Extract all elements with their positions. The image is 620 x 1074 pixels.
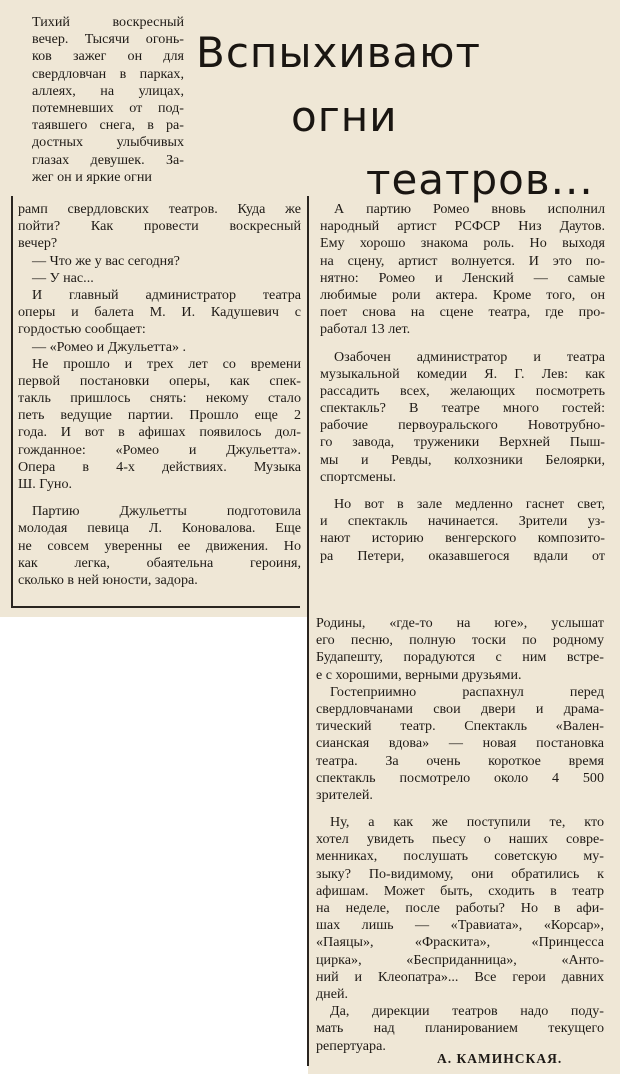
text-line: — «Ромео и Джульетта» . xyxy=(32,338,187,355)
text-line: как легка, обаятельна героиня, xyxy=(18,554,301,571)
text-line: Тихий воскресный xyxy=(32,14,184,30)
text-line: Опера в 4-х действиях. Музыка xyxy=(18,458,301,475)
text-line: цирка», «Бесприданница», «Анто- xyxy=(316,951,604,968)
paragraph-gap xyxy=(18,493,301,503)
text-line: жег он и яркие огни xyxy=(32,168,152,185)
text-line: Ш. Гуно. xyxy=(18,476,73,492)
text-line: репертуара. xyxy=(316,1037,386,1054)
text-line: нятно: Ромео и Ленский — самые xyxy=(320,269,605,286)
text-line: мы и Ревды, колхозники Белоярки, xyxy=(320,451,605,468)
text-line: работал 13 лет. xyxy=(320,321,411,338)
text-line: спектакль? В театре много гостей: xyxy=(320,400,605,417)
text-line: его песню, полную тоски по родному xyxy=(316,632,604,649)
headline-line-3: театров... xyxy=(366,155,594,205)
intro-paragraph xyxy=(32,14,184,186)
text-line: хотел увидеть пьесу о наших совре- xyxy=(316,831,604,848)
text-line: сианская вдова» — новая постановка xyxy=(316,735,604,752)
text-line: Родины, «где-то на юге», услышат xyxy=(316,615,604,631)
headline-line-2: огни xyxy=(291,92,398,142)
text-line: го завода, труженики Верхней Пыш- xyxy=(320,434,605,451)
text-line: достных улыбчивых xyxy=(32,134,184,151)
text-line: такль пришлось снять: некому стало xyxy=(18,390,301,407)
text-line: не совсем уверенны ее движения. Но xyxy=(18,537,301,554)
text-line: ра Петери, оказавшегося вдали от xyxy=(320,547,605,564)
text-line: афишам. Может быть, сходить в театр xyxy=(316,882,604,899)
text-line: глазах девушек. За- xyxy=(32,151,184,168)
text-line: «Паяцы», «Фраскита», «Принцесса xyxy=(316,934,604,951)
text-line: Гостеприимно распахнул перед xyxy=(330,683,604,700)
text-line: нают историю венгерского композито- xyxy=(320,530,605,547)
text-line: первой постановки оперы, как спек- xyxy=(18,372,301,389)
text-line: рабочие первоуральского Новотрубно- xyxy=(320,417,605,434)
text-line: шах лишь — «Травиата», «Корсар», xyxy=(316,917,604,934)
text-line: театра. За очень короткое время xyxy=(316,752,604,769)
paragraph-gap xyxy=(316,804,604,814)
text-line: и спектакль начинается. Зрители уз- xyxy=(320,513,605,530)
text-line: тический театр. Спектакль «Вален- xyxy=(316,718,604,735)
text-line: Не прошло и трех лет со времени xyxy=(32,355,301,372)
text-line: Ну, а как же поступили те, кто xyxy=(330,814,604,831)
text-line: е с хорошими, верными друзьями. xyxy=(316,666,522,683)
text-line: мать над планированием текущего xyxy=(316,1020,604,1037)
text-line: Будапешту, порадуются с ним встре- xyxy=(316,649,604,666)
text-line: ний и Клеопатра»... Все герои давних xyxy=(316,968,604,985)
left-column xyxy=(18,201,301,589)
text-line: потемневших от под- xyxy=(32,99,184,116)
text-line: менниках, послушать советскую му- xyxy=(316,848,604,865)
text-line: Озабочен администратор и театра xyxy=(334,348,605,365)
text-line: гожданное: «Ромео и Джульетта». xyxy=(18,441,301,458)
text-line: поет снова на сцене театра, где про- xyxy=(320,304,605,321)
text-line: молодая певица Л. Коновалова. Еще xyxy=(18,520,301,537)
text-line: — У нас... xyxy=(32,269,94,286)
text-line: спектакль посмотрело около 4 500 xyxy=(316,769,604,786)
text-line: на неделе, после работы? Но в афи- xyxy=(316,900,604,916)
paragraph-gap xyxy=(320,486,605,496)
text-line: зрителей. xyxy=(316,786,373,803)
text-line: народный артист РСФСР Низ Даутов. xyxy=(320,218,605,235)
text-line: ков зажег он для xyxy=(32,48,184,65)
left-column-bottom-rule xyxy=(11,606,300,608)
text-line: музыкальной комедии Я. Г. Лев: как xyxy=(320,365,605,382)
text-line: вечер. Тысячи огонь- xyxy=(32,31,184,48)
text-line: А партию Ромео вновь исполнил xyxy=(334,201,605,217)
text-line: петь ведущие партии. Прошло еще 2 xyxy=(18,407,301,424)
right-column-rule xyxy=(307,196,309,1066)
text-line: оперы и балета М. И. Кадушевич с xyxy=(18,304,301,321)
text-line: рассадить всех, желающих посмотреть xyxy=(320,382,605,399)
text-line: года. И вот в афишах появилось дол- xyxy=(18,424,301,441)
headline-line-1: Вспыхивают xyxy=(196,28,481,78)
text-line: — Что же у вас сегодня? xyxy=(32,252,180,269)
text-line: зыку? По-видимому, они обратились к xyxy=(316,865,604,882)
text-line: дней. xyxy=(316,985,349,1002)
text-line: пойти? Как провести воскресный xyxy=(18,218,301,235)
text-line: любимые роли актера. Кроме того, он xyxy=(320,286,605,303)
left-column-rule xyxy=(11,196,13,607)
text-line: таявшего снега, в ра- xyxy=(32,117,184,134)
text-line: на сцену, артист волнуется. И это по- xyxy=(320,252,605,269)
text-line: Да, дирекции театров надо поду- xyxy=(330,1003,604,1020)
text-line: рамп свердловских театров. Куда же xyxy=(18,201,301,217)
text-line: гордостью сообщает: xyxy=(18,321,146,338)
text-line: спортсмены. xyxy=(320,468,397,485)
text-line: свердловчанами свои двери и драма- xyxy=(316,700,604,717)
author-signature: А. КАМИНСКАЯ. xyxy=(437,1051,563,1066)
text-line: сколько в ней юности, задора. xyxy=(18,571,198,588)
text-line: Ему хорошо знакома роль. Но выходя xyxy=(320,235,605,252)
text-line: вечер? xyxy=(18,235,58,252)
text-line: И главный администратор театра xyxy=(32,286,301,303)
paragraph-gap xyxy=(320,339,605,349)
right-column-bottom xyxy=(316,615,604,1055)
right-column-top xyxy=(320,201,605,565)
text-line: свердловчан в парках, xyxy=(32,65,184,82)
text-line: Партию Джульетты подготовила xyxy=(32,503,301,520)
text-line: аллеях, на улицах, xyxy=(32,82,184,99)
text-line: Но вот в зале медленно гаснет свет, xyxy=(334,496,605,512)
